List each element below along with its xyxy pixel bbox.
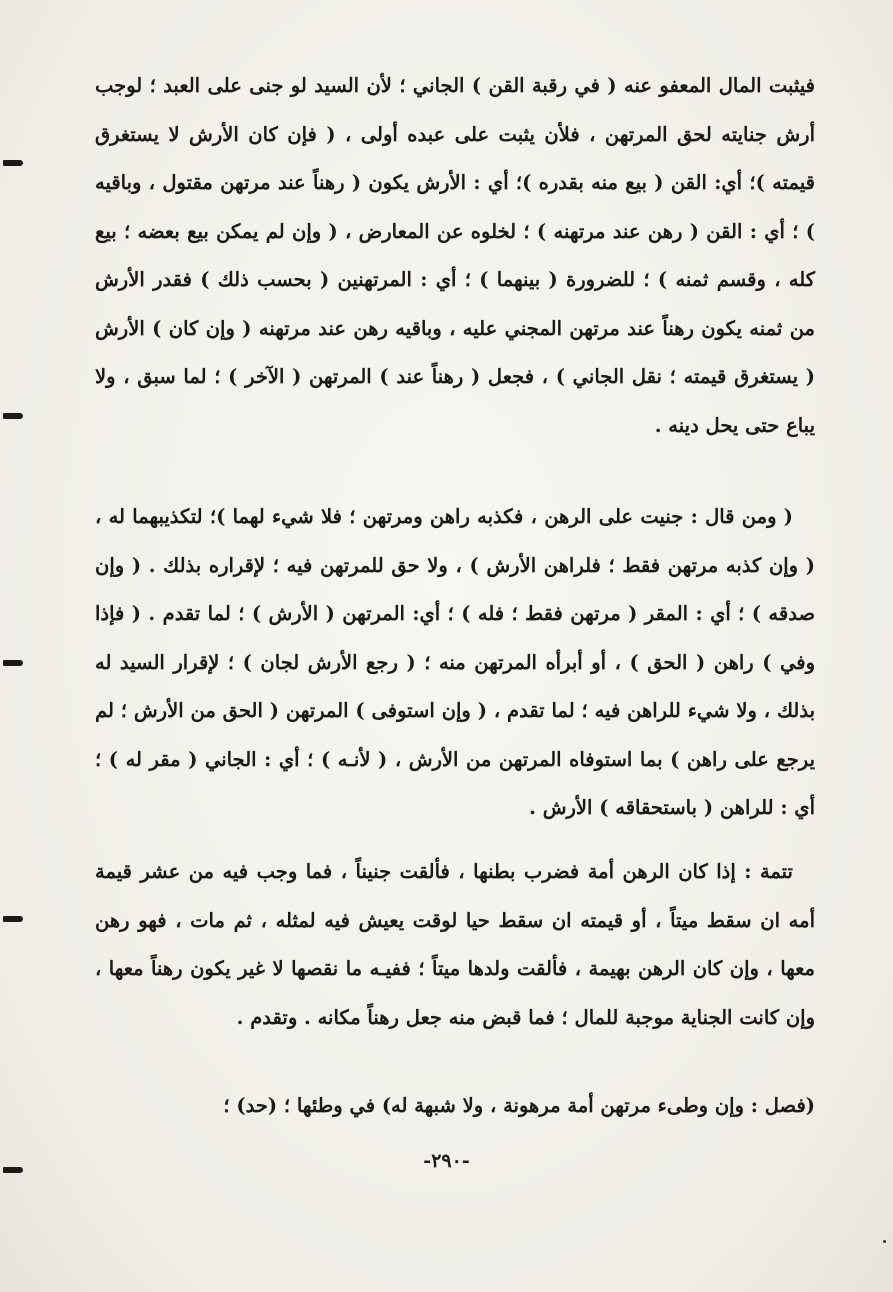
paragraph-text: ( ومن قال : جنيت على الرهن ، فكذبه راهن ومرتهن ؛ فلا شيء لهما )؛ لتكذيبهما له ، ( وإن كذبه مرتهن فقط ؛ فلراهن الأرش ) ، ولا حق للمرتهن فيه ؛ لإقراره بذلك . ( وإن صدقه ) ؛ أي : المقر ( مرتهن فقط ؛ فله ) ؛ أي: المرتهن ( الأرش ) ؛ لما تقدم . ( فإذا وفي ) راهن ( الحق ) ، أو أبرأه المرتهن منه ؛ ( رجع الأرش لجان ) ؛ لإقرار السيد له بذلك ، ولا شيء للراهن فيه ؛ لما تقدم ، ( وإن استوفى ) المرتهن ( الحق من الأرش ؛ لم يرجع على راهن ) بما استوفاه المرتهن من الأرش ، ( لأنـه ) ؛ أي : الجاني ( مقر له ) ؛ أي : للراهن ( باستحقاقه ) الأرش .: [95, 505, 815, 819]
paragraph-3: [95, 848, 815, 1042]
margin-mark: [3, 160, 23, 166]
paragraph-text: فيثبت المال المعفو عنه ( في رقبة القن ) الجاني ؛ لأن السيد لو جنى على العبد ؛ لوجب أرش جنايته لحق المرتهن ، فلأن يثبت على عبده أولى ، ( فإن كان الأرش لا يستغرق قيمته )؛ أي: القن ( بيع منه بقدره )؛ أي : الأرش يكون ( رهناً عند مرتهن مقتول ، وباقيه ) ؛ أي : القن ( رهن عند مرتهنه ) ؛ لخلوه عن المعارض ، ( وإن لم يمكن بيع بعضه ؛ بيع كله ، وقسم ثمنه ) ؛ للضرورة ( بينهما ) ؛ أي : المرتهنين ( بحسب ذلك ) فقدر الأرش من ثمنه يكون رهناً عند مرتهن المجني عليه ، وباقيه رهن عند مرتهنه ( وإن كان ) الأرش ( يستغرق قيمته ؛ نقل الجاني ) ، فجعل ( رهناً عند ) المرتهن ( الآخر ) ؛ لما سبق ، ولا يباع حتى يحل دينه .: [95, 74, 815, 437]
page-number: -٢٩٠-: [423, 1150, 470, 1172]
paragraph-1: [95, 62, 815, 450]
paragraph-4: [95, 1082, 815, 1131]
paragraph-text: (فصل : وإن وطىء مرتهن أمة مرهونة ، ولا شبهة له) في وطئها ؛ (حد) ؛: [223, 1094, 815, 1117]
margin-mark: [3, 916, 23, 922]
margin-mark: [3, 413, 23, 419]
paragraph-2: [95, 493, 815, 833]
margin-mark: [3, 660, 23, 666]
paragraph-text: تتمة : إذا كان الرهن أمة فضرب بطنها ، فألقت جنيناً ، فما وجب فيه من عشر قيمة أمه ان سقط ميتاً ، أو قيمته ان سقط حيا لوقت يعيش فيه لمثله ، ثم مات ، فهو رهن معها ، وإن كان الرهن بهيمة ، فألقت ولدها ميتاً ؛ ففيـه ما نقصها لا غير يكون رهناً معها ، وإن كانت الجناية موجبة للمال ؛ فما قبض منه جعل رهناً مكانه . وتقدم .: [95, 860, 815, 1029]
speck: [883, 1240, 886, 1243]
